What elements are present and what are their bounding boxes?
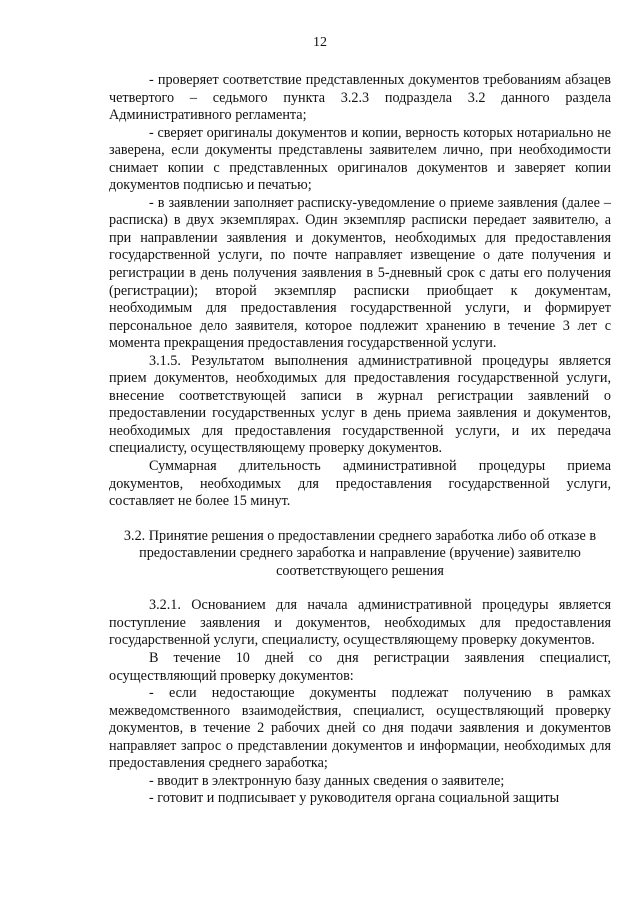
section-heading-3-2: 3.2. Принятие решения о предоставлении среднего заработка либо об отказе в предоставлении среднего заработка и направление (вручение) заявителю соответствующего решения xyxy=(123,527,597,579)
paragraph-within-10-days: В течение 10 дней со дня регистрации заявления специалист, осуществляющий проверку документов: xyxy=(109,649,611,684)
paragraph-verify-originals: - сверяет оригиналы документов и копии, верность которых нотариально не заверена, если документы представлены заявителем лично, при необходимости снимает копии с представленных оригиналов документов и заверяет копии документов подписью и печатью; xyxy=(109,124,611,194)
paragraph-interagency-request: - если недостающие документы подлежат получению в рамках межведомственного взаимодействия, специалист, осуществляющий проверку документов, в течение 2 рабочих дней со дня подачи заявления и документов направляет запрос о представлении документов и информации, необходимых для предоставления среднего заработка; xyxy=(109,685,611,772)
document-body xyxy=(109,72,611,808)
paragraph-total-duration: Суммарная длительность административной процедуры приема документов, необходимых для предоставления государственной услуги, составляет не более 15 минут. xyxy=(109,458,611,510)
paragraph-basis-3-2-1: 3.2.1. Основанием для начала административной процедуры является поступление заявления и документов, необходимых для предоставления государственной услуги, специалисту, осуществляющему проверку документов. xyxy=(109,597,611,649)
paragraph-result-3-1-5: 3.1.5. Результатом выполнения административной процедуры является прием документов, необходимых для предоставления государственной услуги, внесение соответствующей записи в журнал регистрации заявлений о предоставлении государственных услуг в день приема заявления и документов, необходимых для предоставления государственной услуги, и их передача специалисту, осуществляющему проверку документов. xyxy=(109,352,611,457)
paragraph-enter-database: - вводит в электронную базу данных сведения о заявителе; xyxy=(149,772,505,789)
paragraph-check-documents: - проверяет соответствие представленных документов требованиям абзацев четвертого – седьмого пункта 3.2.3 подраздела 3.2 данного раздела Административного регламента; xyxy=(109,72,611,124)
paragraph-prepare-sign: - готовит и подписывает у руководителя органа социальной защиты xyxy=(149,790,560,807)
page-number: 12 xyxy=(313,35,327,50)
paragraph-receipt-notice: - в заявлении заполняет расписку-уведомление о приеме заявления (далее – расписка) в двух экземплярах. Один экземпляр расписки передает заявителю, а при направлении заявления и документов, необходимых для предоставления государственной услуги, по почте направляет извещение о дате получения и регистрации в день получения заявления в 5-дневный срок с даты его получения (регистрации); второй экземпляр расписки приобщает к документам, необходимым для предоставления государственной услуги, и формирует персональное дело заявителя, которое подлежит хранению в течение 3 лет с момента прекращения предоставления государственной услуги. xyxy=(109,194,611,352)
